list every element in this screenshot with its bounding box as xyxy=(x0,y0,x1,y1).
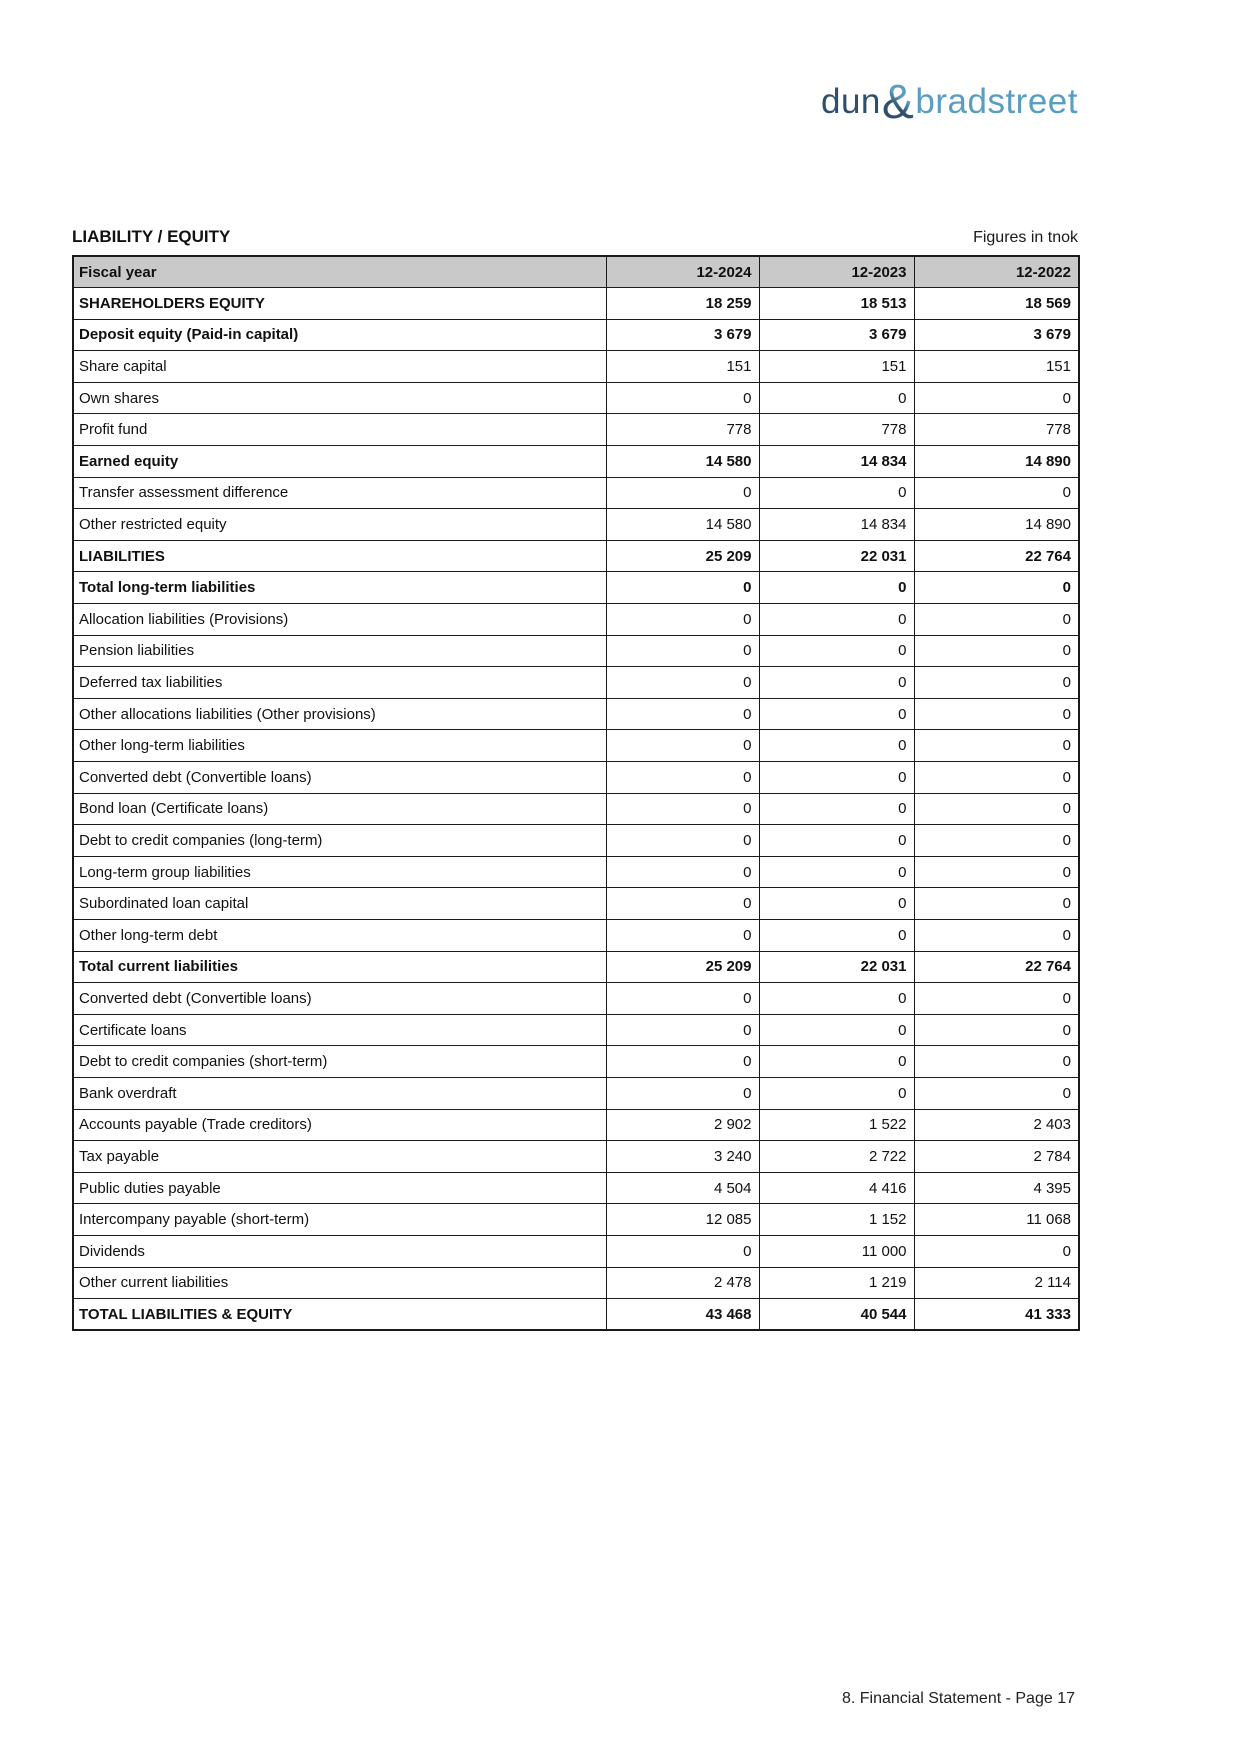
table-row xyxy=(73,319,1079,351)
row-value: 14 834 xyxy=(759,446,914,478)
row-value: 0 xyxy=(914,604,1079,636)
row-label: Bond loan (Certificate loans) xyxy=(73,793,606,825)
column-header-year-2024: 12-2024 xyxy=(606,256,759,288)
row-value: 0 xyxy=(914,382,1079,414)
row-label: Certificate loans xyxy=(73,1014,606,1046)
row-label: LIABILITIES xyxy=(73,540,606,572)
table-row xyxy=(73,288,1079,320)
row-value: 0 xyxy=(759,635,914,667)
row-value: 0 xyxy=(606,667,759,699)
row-label: Other allocations liabilities (Other provisions) xyxy=(73,698,606,730)
row-value: 12 085 xyxy=(606,1204,759,1236)
row-value: 14 580 xyxy=(606,446,759,478)
table-row xyxy=(73,1077,1079,1109)
row-value: 0 xyxy=(914,477,1079,509)
row-label: Public duties payable xyxy=(73,1172,606,1204)
row-value: 14 890 xyxy=(914,446,1079,478)
row-value: 0 xyxy=(914,730,1079,762)
table-row xyxy=(73,888,1079,920)
row-value: 2 403 xyxy=(914,1109,1079,1141)
row-value: 14 834 xyxy=(759,509,914,541)
row-value: 0 xyxy=(759,477,914,509)
row-value: 22 031 xyxy=(759,951,914,983)
table-row xyxy=(73,635,1079,667)
row-label: Allocation liabilities (Provisions) xyxy=(73,604,606,636)
table-row xyxy=(73,1141,1079,1173)
column-header-year-2023: 12-2023 xyxy=(759,256,914,288)
row-label: Own shares xyxy=(73,382,606,414)
row-value: 4 504 xyxy=(606,1172,759,1204)
row-value: 0 xyxy=(606,983,759,1015)
row-value: 1 219 xyxy=(759,1267,914,1299)
row-value: 3 679 xyxy=(759,319,914,351)
table-row xyxy=(73,1299,1079,1331)
row-label: TOTAL LIABILITIES & EQUITY xyxy=(73,1299,606,1331)
row-value: 11 000 xyxy=(759,1235,914,1267)
table-row xyxy=(73,414,1079,446)
table-row xyxy=(73,667,1079,699)
row-label: Long-term group liabilities xyxy=(73,856,606,888)
table-row xyxy=(73,730,1079,762)
table-row xyxy=(73,1109,1079,1141)
table-row xyxy=(73,540,1079,572)
table-row xyxy=(73,793,1079,825)
logo-word-bradstreet: bradstreet xyxy=(915,82,1078,121)
row-value: 2 722 xyxy=(759,1141,914,1173)
row-value: 0 xyxy=(606,1046,759,1078)
row-value: 25 209 xyxy=(606,540,759,572)
row-label: Converted debt (Convertible loans) xyxy=(73,983,606,1015)
row-value: 41 333 xyxy=(914,1299,1079,1331)
row-value: 0 xyxy=(606,856,759,888)
row-value: 0 xyxy=(914,919,1079,951)
row-label: Bank overdraft xyxy=(73,1077,606,1109)
row-value: 0 xyxy=(606,1235,759,1267)
row-value: 0 xyxy=(759,919,914,951)
table-row xyxy=(73,951,1079,983)
row-value: 0 xyxy=(759,793,914,825)
row-label: Total long-term liabilities xyxy=(73,572,606,604)
row-label: Dividends xyxy=(73,1235,606,1267)
table-row xyxy=(73,1235,1079,1267)
row-label: Subordinated loan capital xyxy=(73,888,606,920)
row-value: 0 xyxy=(606,825,759,857)
row-value: 0 xyxy=(914,888,1079,920)
row-value: 2 902 xyxy=(606,1109,759,1141)
row-value: 4 416 xyxy=(759,1172,914,1204)
dun-bradstreet-logo xyxy=(820,74,1078,129)
table-row xyxy=(73,572,1079,604)
row-value: 0 xyxy=(914,825,1079,857)
row-value: 22 764 xyxy=(914,951,1079,983)
row-value: 1 152 xyxy=(759,1204,914,1236)
unit-note: Figures in tnok xyxy=(973,229,1078,246)
table-row xyxy=(73,825,1079,857)
row-value: 778 xyxy=(759,414,914,446)
table-row xyxy=(73,1046,1079,1078)
column-header-fiscal-year: Fiscal year xyxy=(73,256,606,288)
row-label: Other restricted equity xyxy=(73,509,606,541)
row-value: 0 xyxy=(914,856,1079,888)
row-label: Earned equity xyxy=(73,446,606,478)
table-row xyxy=(73,446,1079,478)
table-row xyxy=(73,351,1079,383)
row-value: 0 xyxy=(914,1014,1079,1046)
row-value: 0 xyxy=(606,762,759,794)
row-label: Other long-term debt xyxy=(73,919,606,951)
logo-word-dun: dun xyxy=(820,82,881,121)
row-value: 4 395 xyxy=(914,1172,1079,1204)
row-value: 18 513 xyxy=(759,288,914,320)
row-value: 0 xyxy=(606,635,759,667)
row-value: 0 xyxy=(606,1014,759,1046)
row-value: 2 784 xyxy=(914,1141,1079,1173)
row-label: Transfer assessment difference xyxy=(73,477,606,509)
row-value: 0 xyxy=(914,983,1079,1015)
row-value: 11 068 xyxy=(914,1204,1079,1236)
row-value: 0 xyxy=(759,1077,914,1109)
row-value: 14 580 xyxy=(606,509,759,541)
table-row xyxy=(73,382,1079,414)
table-row xyxy=(73,856,1079,888)
row-value: 0 xyxy=(914,1077,1079,1109)
row-value: 0 xyxy=(759,572,914,604)
row-value: 0 xyxy=(759,667,914,699)
row-value: 0 xyxy=(606,1077,759,1109)
row-value: 0 xyxy=(606,888,759,920)
row-value: 2 478 xyxy=(606,1267,759,1299)
row-value: 778 xyxy=(914,414,1079,446)
row-value: 151 xyxy=(606,351,759,383)
row-value: 40 544 xyxy=(759,1299,914,1331)
row-value: 22 031 xyxy=(759,540,914,572)
row-label: Debt to credit companies (long-term) xyxy=(73,825,606,857)
row-value: 0 xyxy=(606,382,759,414)
row-value: 0 xyxy=(606,604,759,636)
table-row xyxy=(73,1172,1079,1204)
row-value: 14 890 xyxy=(914,509,1079,541)
row-value: 43 468 xyxy=(606,1299,759,1331)
row-value: 0 xyxy=(759,1046,914,1078)
row-value: 18 569 xyxy=(914,288,1079,320)
row-label: Profit fund xyxy=(73,414,606,446)
row-value: 18 259 xyxy=(606,288,759,320)
row-label: Debt to credit companies (short-term) xyxy=(73,1046,606,1078)
row-label: Total current liabilities xyxy=(73,951,606,983)
row-value: 0 xyxy=(914,667,1079,699)
liability-equity-table xyxy=(72,255,1080,1331)
row-value: 0 xyxy=(606,572,759,604)
row-value: 2 114 xyxy=(914,1267,1079,1299)
row-value: 3 679 xyxy=(914,319,1079,351)
table-row xyxy=(73,698,1079,730)
row-value: 25 209 xyxy=(606,951,759,983)
column-header-year-2022: 12-2022 xyxy=(914,256,1079,288)
row-label: Accounts payable (Trade creditors) xyxy=(73,1109,606,1141)
row-value: 0 xyxy=(759,698,914,730)
row-value: 3 240 xyxy=(606,1141,759,1173)
row-label: Deposit equity (Paid-in capital) xyxy=(73,319,606,351)
row-value: 0 xyxy=(759,856,914,888)
row-label: Other current liabilities xyxy=(73,1267,606,1299)
row-value: 0 xyxy=(914,1046,1079,1078)
row-value: 0 xyxy=(759,1014,914,1046)
row-value: 0 xyxy=(914,635,1079,667)
row-value: 0 xyxy=(759,888,914,920)
table-row xyxy=(73,762,1079,794)
row-value: 0 xyxy=(606,698,759,730)
row-label: Share capital xyxy=(73,351,606,383)
row-value: 0 xyxy=(606,730,759,762)
row-value: 778 xyxy=(606,414,759,446)
table-row xyxy=(73,1267,1079,1299)
row-value: 0 xyxy=(914,1235,1079,1267)
row-value: 0 xyxy=(759,604,914,636)
table-body xyxy=(73,288,1079,1331)
table-header-row xyxy=(73,256,1079,288)
row-value: 0 xyxy=(606,919,759,951)
row-value: 151 xyxy=(759,351,914,383)
row-value: 3 679 xyxy=(606,319,759,351)
row-value: 0 xyxy=(759,983,914,1015)
table-row xyxy=(73,477,1079,509)
row-value: 0 xyxy=(914,698,1079,730)
row-value: 0 xyxy=(606,793,759,825)
row-value: 0 xyxy=(606,477,759,509)
row-value: 22 764 xyxy=(914,540,1079,572)
table-row xyxy=(73,1204,1079,1236)
row-label: SHAREHOLDERS EQUITY xyxy=(73,288,606,320)
row-value: 0 xyxy=(759,825,914,857)
row-label: Converted debt (Convertible loans) xyxy=(73,762,606,794)
page-footer: 8. Financial Statement - Page 17 xyxy=(841,1690,1075,1707)
logo-ampersand-icon: & xyxy=(881,76,915,129)
row-value: 0 xyxy=(914,793,1079,825)
row-value: 0 xyxy=(914,572,1079,604)
table-row xyxy=(73,919,1079,951)
row-value: 0 xyxy=(759,762,914,794)
table-row xyxy=(73,604,1079,636)
table-row xyxy=(73,1014,1079,1046)
table-caption xyxy=(72,227,1078,247)
row-label: Pension liabilities xyxy=(73,635,606,667)
row-value: 0 xyxy=(914,762,1079,794)
section-title: LIABILITY / EQUITY xyxy=(72,227,231,246)
row-label: Intercompany payable (short-term) xyxy=(73,1204,606,1236)
row-label: Other long-term liabilities xyxy=(73,730,606,762)
row-value: 151 xyxy=(914,351,1079,383)
table-row xyxy=(73,509,1079,541)
row-value: 0 xyxy=(759,730,914,762)
row-label: Tax payable xyxy=(73,1141,606,1173)
row-label: Deferred tax liabilities xyxy=(73,667,606,699)
table-row xyxy=(73,983,1079,1015)
row-value: 1 522 xyxy=(759,1109,914,1141)
row-value: 0 xyxy=(759,382,914,414)
